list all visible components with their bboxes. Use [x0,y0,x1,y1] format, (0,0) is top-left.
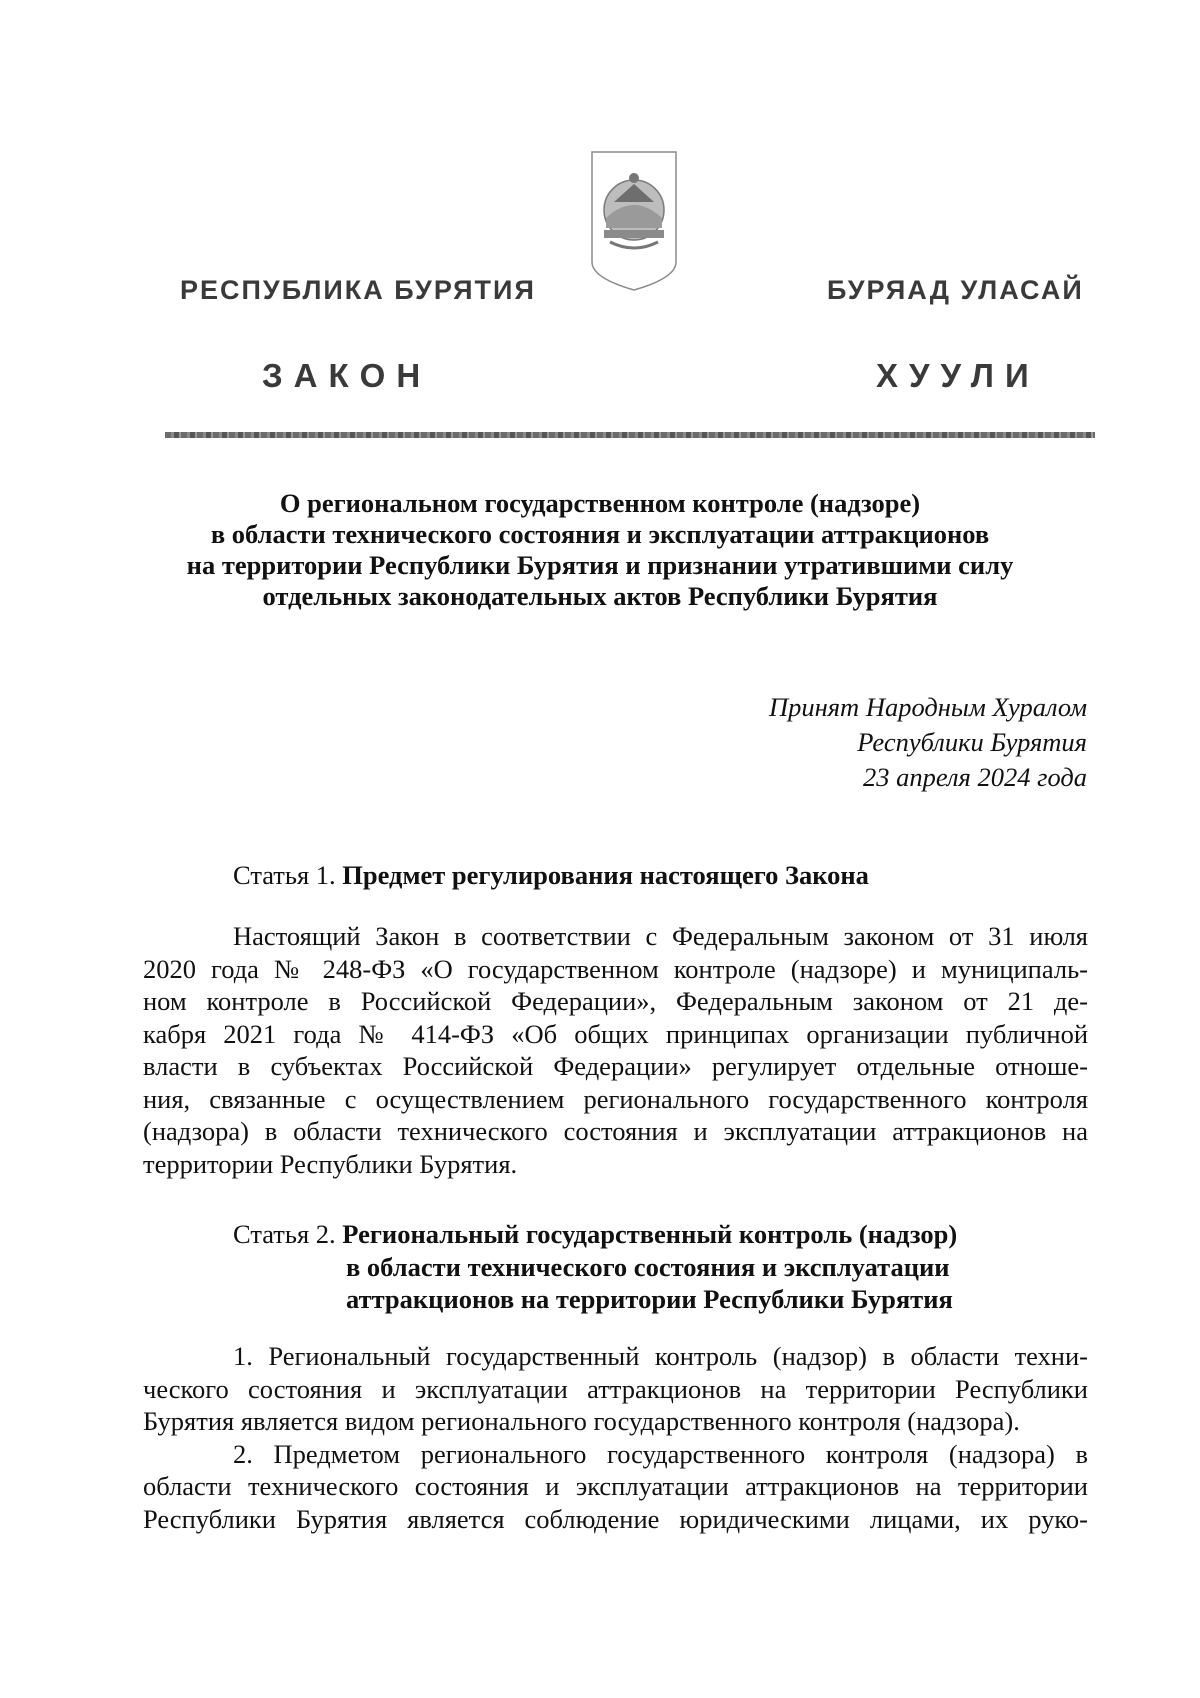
paragraph-line: ческого состояния и эксплуатации аттракционов на территории Республики [143,1373,1088,1404]
adoption-note [769,690,1087,795]
republic-name-russian: РЕСПУБЛИКА БУРЯТИЯ [180,275,536,305]
article-1-heading [233,860,869,891]
header-divider [165,432,1095,438]
paragraph-line: Республики Бурятия является соблюдение юридическими лицами, их руко- [143,1503,1088,1534]
paragraph-line: 1. Региональный государственный контроль (надзор) в области техни- [233,1341,1088,1371]
article-2-title-line: Региональный государственный контроль (надзор) [342,1219,958,1249]
title-line: О региональном государственном контроле (надзоре) [279,488,921,518]
paragraph-line: ном контроле в Российской Федерации», Федеральным законом от 21 де- [143,986,1088,1016]
adoption-line: Республики Бурятия [857,727,1087,757]
paragraph-line: (надзора) в области технического состояния и эксплуатации аттракционов на [143,1116,1088,1146]
title-line: на территории Республики Бурятия и признании утратившими силу [186,550,1014,580]
paragraph-line: ния, связанные с осуществлением регионального государственного контроля [143,1083,1088,1114]
article-1-title: Предмет регулирования настоящего Закона [342,860,869,890]
paragraph-line: кабря 2021 года № 414-ФЗ «Об общих принципах организации публичной [143,1018,1088,1049]
article-2-title-line: в области технического состояния и эксплуатации [346,1252,950,1282]
paragraph-line: области технического состояния и эксплуатации аттракционов на территории [143,1471,1088,1501]
title-line: в области технического состояния и эксплуатации аттракционов [210,519,990,549]
adoption-line: Принят Народным Хуралом [768,692,1087,722]
adoption-date: 23 апреля 2024 года [863,762,1087,792]
paragraph-line: территории Республики Бурятия. [143,1148,518,1179]
paragraph-line: Настоящий Закон в соответствии с Федеральным законом от 31 июля [233,921,1088,951]
coat-of-arms-icon [590,150,678,292]
doc-type-russian: ЗАКОН [262,357,432,394]
title-line: отдельных законодательных актов Республики Бурятия [262,581,938,611]
paragraph-line: 2. Предметом регионального государственного контроля (надзора) в [233,1438,1088,1469]
paragraph-line: Бурятия является видом регионального государственного контроля (надзора). [143,1406,1020,1436]
law-title [120,488,1080,612]
republic-name-buryat: БУРЯАД УЛАСАЙ [827,275,1084,305]
article-1-text [143,920,1088,1180]
article-2-text [143,1340,1088,1535]
article-2-heading [233,1219,957,1250]
article-1-label: Статья 1. [233,860,343,890]
paragraph-line: 2020 года № 248-ФЗ «О государственном контроле (надзоре) и муниципаль- [143,953,1088,984]
article-2-title-line: аттракционов на территории Республики Бурятия [346,1284,953,1314]
article-2-label: Статья 2. [233,1219,343,1249]
doc-type-buryat: ХУУЛИ [876,357,1040,394]
paragraph-line: власти в субъектах Российской Федерации» регулирует отдельные отноше- [143,1051,1088,1081]
